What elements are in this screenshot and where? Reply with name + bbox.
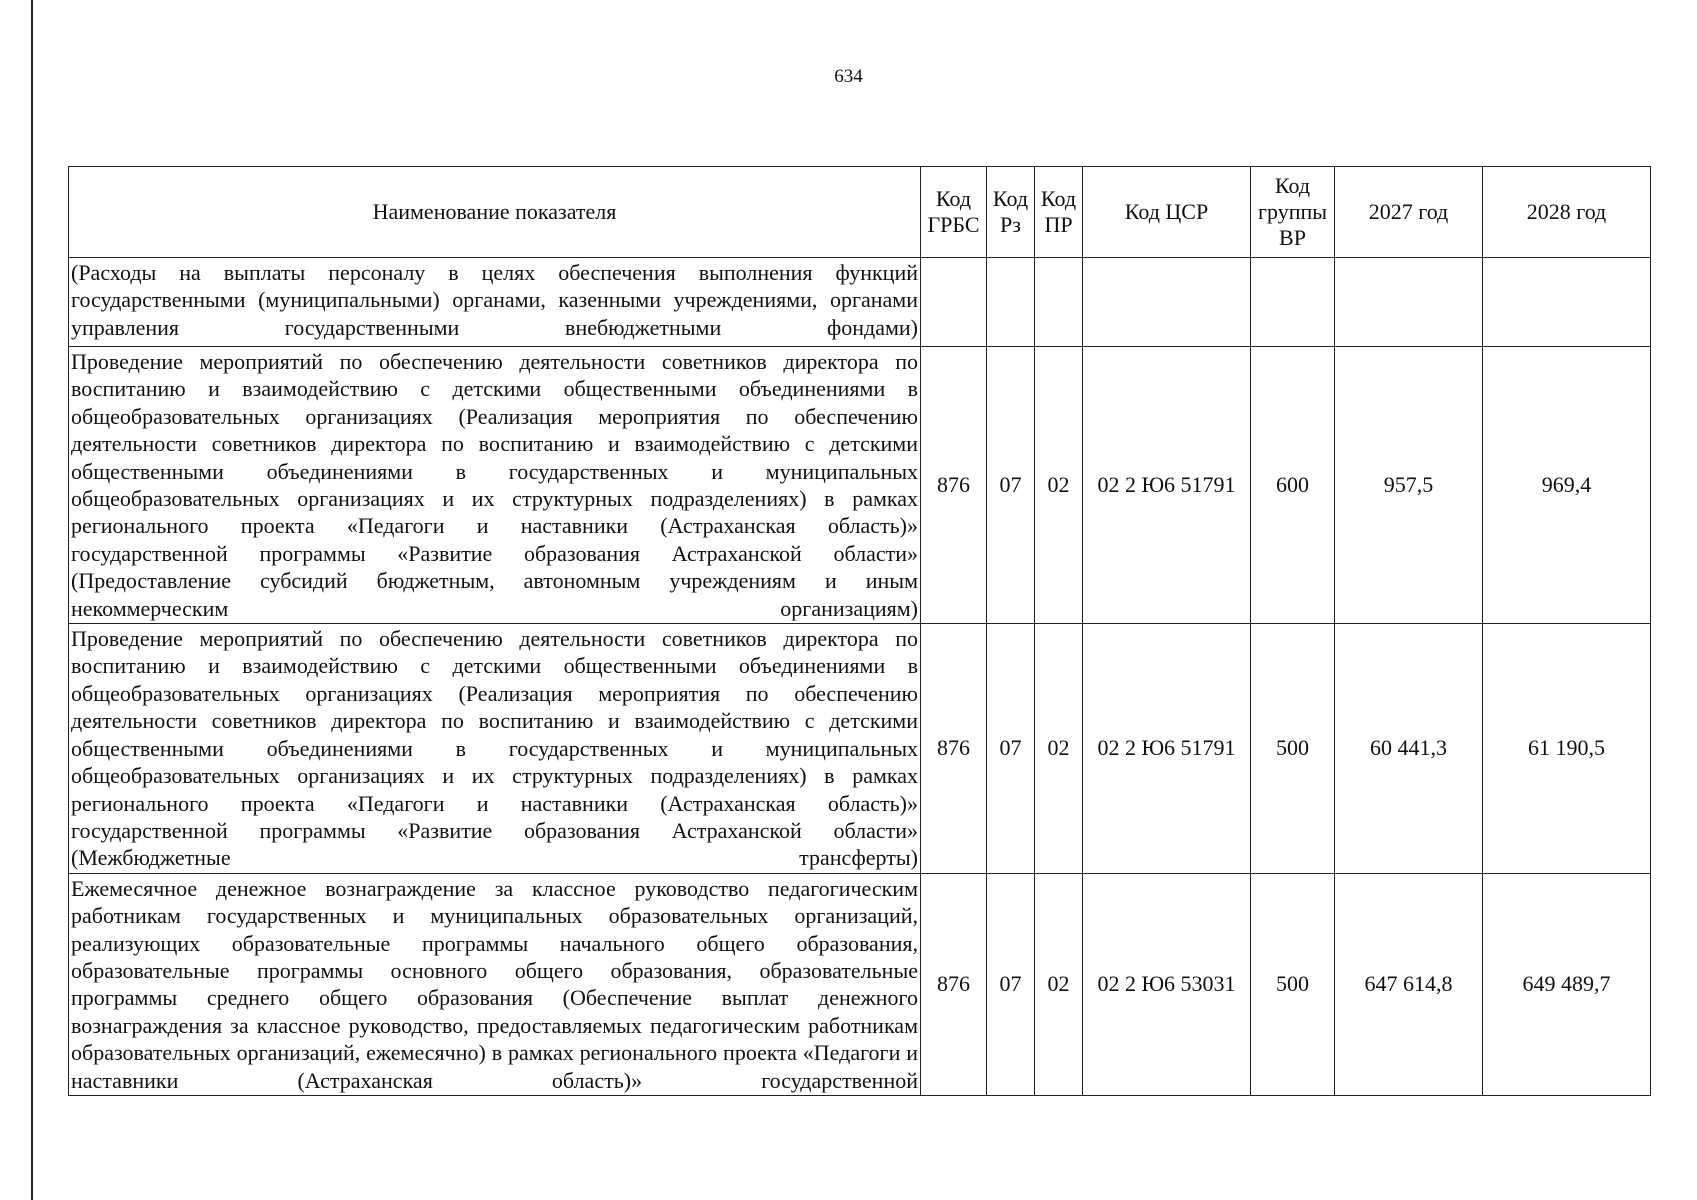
row-csr xyxy=(1083,258,1251,347)
row-csr: 02 2 Ю6 51791 xyxy=(1083,624,1251,874)
table-row xyxy=(69,624,1651,874)
row-2028: 969,4 xyxy=(1483,347,1651,624)
row-name: Проведение мероприятий по обеспечению деятельности советников директора по воспитанию и взаимодействию с детскими общественными объединениями в общеобразовательных организациях (Реализация мероприятия по обеспечению деятельности советников директора по воспитанию и взаимодействию с детскими общественными объединениями в государственных и муниципальных общеобразовательных организациях и их структурных подразделениях) в рамках регионального проекта «Педагоги и наставники (Астраханская область)» государственной программы «Развитие образования Астраханской области» (Межбюджетные трансферты) xyxy=(69,624,921,874)
table-header-row xyxy=(69,167,1651,258)
row-vr xyxy=(1251,258,1335,347)
row-vr: 600 xyxy=(1251,347,1335,624)
row-pr: 02 xyxy=(1035,624,1083,874)
row-csr: 02 2 Ю6 51791 xyxy=(1083,347,1251,624)
row-rz: 07 xyxy=(987,624,1035,874)
header-2028: 2028 год xyxy=(1483,167,1651,258)
header-rz: Код Рз xyxy=(987,167,1035,258)
binding-line xyxy=(31,0,33,1200)
row-2027: 60 441,3 xyxy=(1335,624,1483,874)
row-2027: 957,5 xyxy=(1335,347,1483,624)
header-csr: Код ЦСР xyxy=(1083,167,1251,258)
row-grbs xyxy=(921,258,987,347)
row-vr: 500 xyxy=(1251,624,1335,874)
row-csr: 02 2 Ю6 53031 xyxy=(1083,873,1251,1095)
header-pr: Код ПР xyxy=(1035,167,1083,258)
row-name: Проведение мероприятий по обеспечению деятельности советников директора по воспитанию и взаимодействию с детскими общественными объединениями в общеобразовательных организациях (Реализация мероприятия по обеспечению деятельности советников директора по воспитанию и взаимодействию с детскими общественными объединениями в государственных и муниципальных общеобразовательных организациях и их структурных подразделениях) в рамках регионального проекта «Педагоги и наставники (Астраханская область)» государственной программы «Развитие образования Астраханской области» (Предоставление субсидий бюджетным, автономным учреждениям и иным некоммерческим организациям) xyxy=(69,347,921,624)
row-pr: 02 xyxy=(1035,347,1083,624)
row-name: (Расходы на выплаты персоналу в целях обеспечения выполнения функций государственными (муниципальными) органами, казенными учреждениями, органами управления государственными внебюджетными фондами) xyxy=(69,258,921,347)
row-rz xyxy=(987,258,1035,347)
header-name: Наименование показателя xyxy=(69,167,921,258)
row-grbs: 876 xyxy=(921,873,987,1095)
row-rz: 07 xyxy=(987,347,1035,624)
row-vr: 500 xyxy=(1251,873,1335,1095)
row-2028 xyxy=(1483,258,1651,347)
row-2027 xyxy=(1335,258,1483,347)
table-row xyxy=(69,347,1651,624)
page-number: 634 xyxy=(834,66,863,87)
row-2028: 649 489,7 xyxy=(1483,873,1651,1095)
row-pr xyxy=(1035,258,1083,347)
row-rz: 07 xyxy=(987,873,1035,1095)
table-row xyxy=(69,873,1651,1095)
header-2027: 2027 год xyxy=(1335,167,1483,258)
header-grbs: Код ГРБС xyxy=(921,167,987,258)
budget-table xyxy=(68,166,1651,1096)
row-2028: 61 190,5 xyxy=(1483,624,1651,874)
row-grbs: 876 xyxy=(921,347,987,624)
row-name: Ежемесячное денежное вознаграждение за классное руководство педагогическим работникам государственных и муниципальных образовательных организаций, реализующих образовательные программы начального общего образования, образовательные программы основного общего образования, образовательные программы среднего общего образования (Обеспечение выплат денежного вознаграждения за классное руководство, предоставляемых педагогическим работникам образовательных организаций, ежемесячно) в рамках регионального проекта «Педагоги и наставники (Астраханская область)» государственной xyxy=(69,873,921,1095)
row-grbs: 876 xyxy=(921,624,987,874)
table-row xyxy=(69,258,1651,347)
row-pr: 02 xyxy=(1035,873,1083,1095)
row-2027: 647 614,8 xyxy=(1335,873,1483,1095)
header-vr: Код группы ВР xyxy=(1251,167,1335,258)
